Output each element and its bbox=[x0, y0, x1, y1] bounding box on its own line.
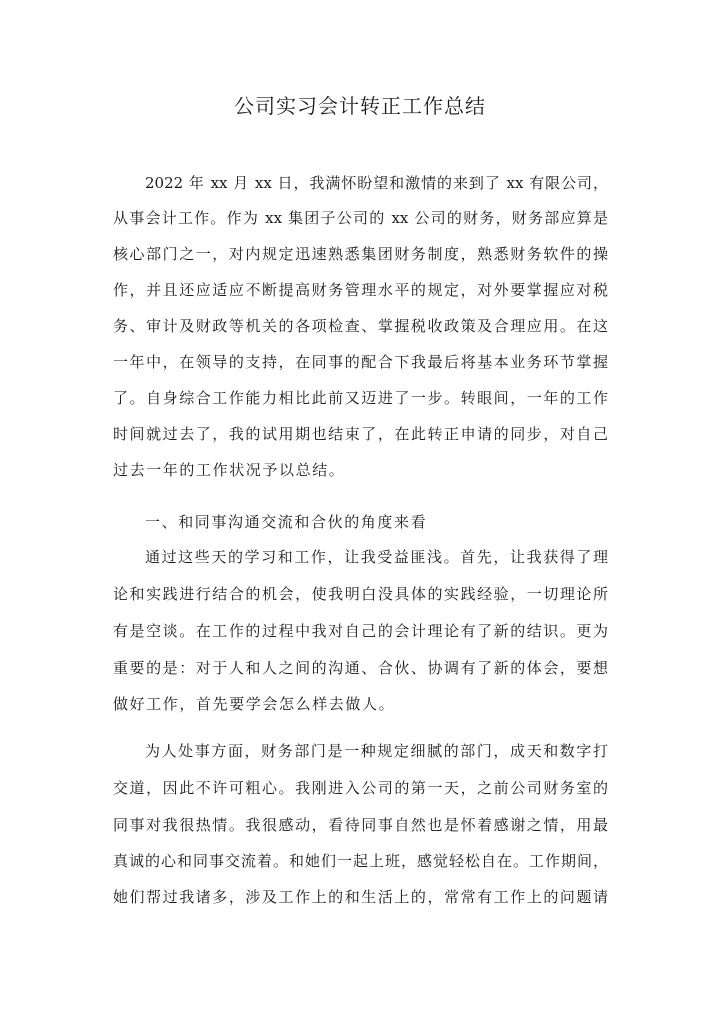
paragraph-3-line-5: 她们帮过我诸多，涉及工作上的和生活上的，常常有工作上的问题请 bbox=[113, 888, 608, 906]
paragraph-3-line-3: 同事对我很热情。我很感动，看待同事自然也是怀着感谢之情，用最 bbox=[113, 816, 608, 834]
paragraph-1-line-9: 过去一年的工作状况予以总结。 bbox=[113, 461, 346, 479]
paragraph-2-line-5: 做好工作，首先要学会怎么样去做人。 bbox=[113, 695, 396, 713]
paragraph-1-line-2: 从事会计工作。作为 xx 集团子公司的 xx 公司的财务，财务部应算是 bbox=[113, 209, 608, 227]
paragraph-2-line-1: 通过这些天的学习和工作，让我受益匪浅。首先，让我获得了理 bbox=[145, 548, 608, 566]
paragraph-1-line-4: 作，并且还应适应不断提高财务管理水平的规定，对外要掌握应对税 bbox=[113, 281, 608, 299]
paragraph-3-line-2: 交道，因此不许可粗心。我刚进入公司的第一天，之前公司财务室的 bbox=[113, 779, 608, 797]
paragraph-1-line-3: 核心部门之一，对内规定迅速熟悉集团财务制度，熟悉财务软件的操 bbox=[113, 245, 608, 263]
paragraph-1-line-7: 了。自身综合工作能力相比此前又迈进了一步。转眼间，一年的工作 bbox=[113, 389, 608, 407]
paragraph-3-line-1: 为人处事方面，财务部门是一种规定细腻的部门，成天和数字打 bbox=[145, 742, 608, 760]
paragraph-1-line-8: 时间就过去了，我的试用期也结束了，在此转正申请的同步，对自己 bbox=[113, 425, 608, 443]
paragraph-2-line-4: 重要的是：对于人和人之间的沟通、合伙、协调有了新的体会，要想 bbox=[113, 659, 608, 677]
paragraph-1-line-1: 2022 年 xx 月 xx 日，我满怀盼望和激情的来到了 xx 有限公司， bbox=[145, 174, 608, 192]
paragraph-3-line-4: 真诚的心和同事交流着。和她们一起上班，感觉轻松自在。工作期间， bbox=[113, 852, 608, 870]
paragraph-1-line-5: 务、审计及财政等机关的各项检查、掌握税收政策及合理应用。在这 bbox=[113, 317, 608, 335]
section-heading: 一、和同事沟通交流和合伙的角度来看 bbox=[145, 513, 428, 531]
document-title: 公司实习会计转正工作总结 bbox=[234, 94, 486, 118]
paragraph-2-line-3: 有是空谈。在工作的过程中我对自己的会计理论有了新的结识。更为 bbox=[113, 622, 608, 640]
paragraph-1-line-6: 一年中，在领导的支持，在同事的配合下我最后将基本业务环节掌握 bbox=[113, 353, 608, 371]
paragraph-2-line-2: 论和实践进行结合的机会，使我明白没具体的实践经验，一切理论所 bbox=[113, 585, 608, 603]
